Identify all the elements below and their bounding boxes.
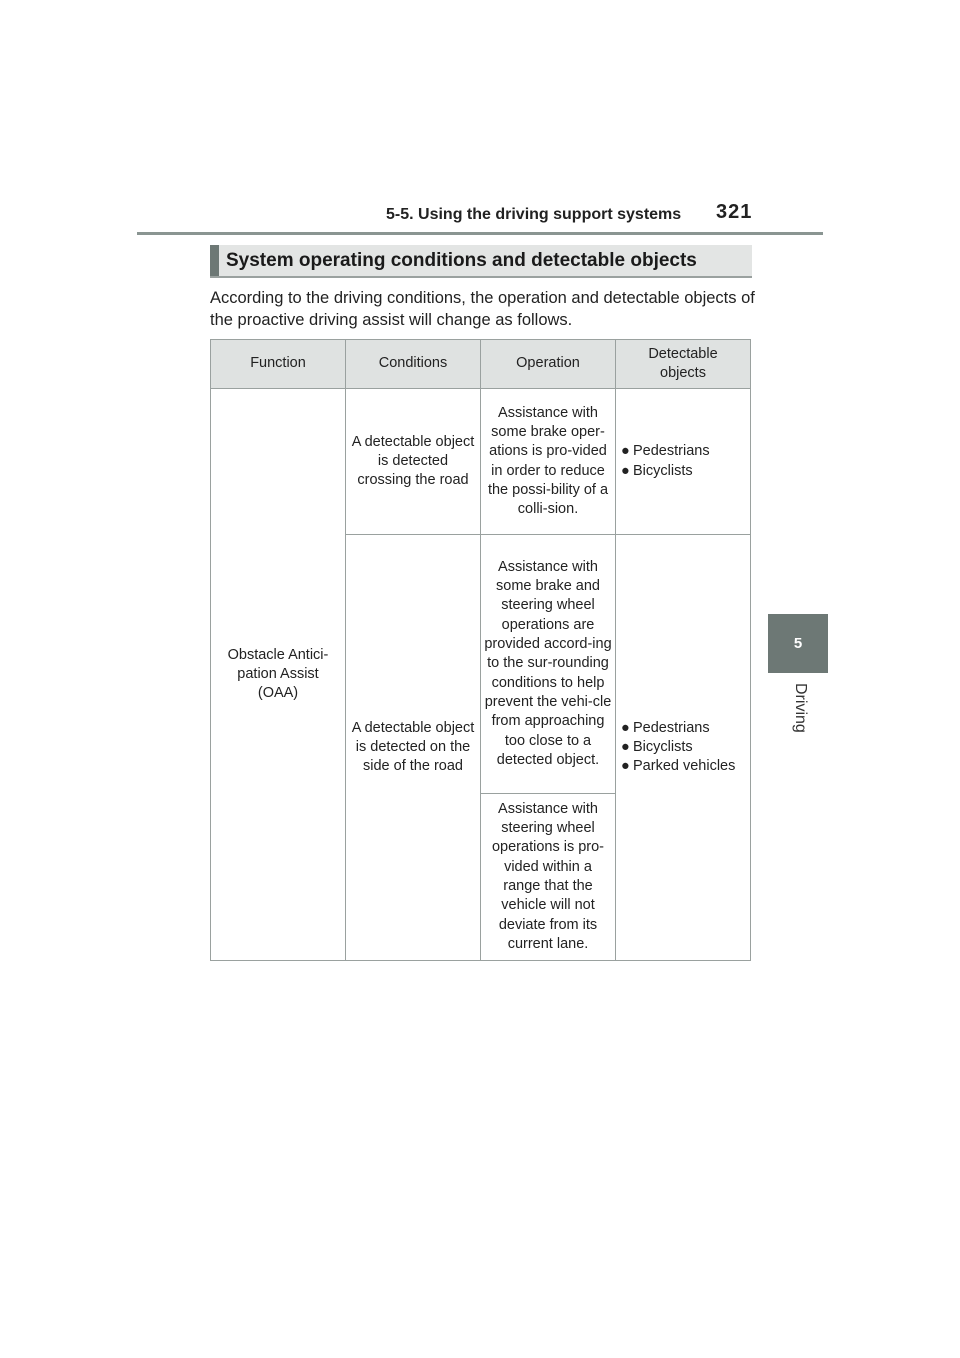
objects-cell <box>616 389 751 535</box>
table-header-row <box>211 340 751 389</box>
chapter-label: Driving <box>792 683 809 733</box>
section-heading-bar <box>210 245 752 278</box>
object-label: Pedestrians <box>633 443 710 460</box>
list-item <box>621 757 747 776</box>
header-detectable-objects <box>616 340 751 389</box>
object-label: Bicyclists <box>633 462 693 479</box>
operation-text: Assistance with some brake oper-ations is pro-vided in order to reduce the possi-bility of a colli-sion. <box>487 404 609 518</box>
list-item <box>621 462 747 481</box>
section-title: 5-5. Using the driving support systems <box>386 206 682 223</box>
bullet-icon: ● <box>621 443 630 460</box>
bullet-icon: ● <box>621 738 630 755</box>
operation-text: Assistance with some brake and steering wheel operations are provided accord-ing to the sur-rounding conditions to help prevent the vehi-cle from approaching too close to a detected object. <box>484 558 612 768</box>
header-conditions: Conditions <box>346 340 481 389</box>
list-item <box>621 738 747 757</box>
function-text: Obstacle Antici-pation Assist (OAA) <box>227 646 329 702</box>
header-operation: Operation <box>481 340 616 389</box>
object-label: Pedestrians <box>633 719 710 736</box>
conditions-table <box>210 339 751 961</box>
operation-cell <box>481 794 616 961</box>
function-cell <box>211 389 346 961</box>
section-heading: System operating conditions and detectable objects <box>226 250 697 271</box>
condition-text: A detectable object is detected crossing the road <box>351 433 475 489</box>
header-divider <box>137 232 823 235</box>
operation-cell <box>481 389 616 535</box>
condition-cell <box>346 389 481 535</box>
header-function: Function <box>211 340 346 389</box>
intro-paragraph: According to the driving conditions, the operation and detectable objects of the proactive driving assist will change as follows. <box>210 289 755 329</box>
bullet-icon: ● <box>621 719 630 736</box>
bullet-icon: ● <box>621 758 630 775</box>
operation-cell <box>481 535 616 794</box>
page-number: 321 <box>716 201 753 223</box>
header-detectable-objects-text: Detectable objects <box>648 345 718 381</box>
object-label: Parked vehicles <box>633 758 736 775</box>
objects-cell <box>616 535 751 961</box>
table-row <box>211 389 751 535</box>
condition-cell <box>346 535 481 961</box>
condition-text: A detectable object is detected on the side of the road <box>351 719 475 775</box>
object-label: Bicyclists <box>633 738 693 755</box>
objects-list <box>619 442 747 481</box>
list-item <box>621 442 747 461</box>
chapter-number: 5 <box>793 635 803 652</box>
chapter-tab <box>768 614 828 673</box>
list-item <box>621 719 747 738</box>
operation-text: Assistance with steering wheel operations is pro-vided within a range that the vehicle will not deviate from its current lane. <box>491 800 605 952</box>
heading-accent <box>210 245 219 276</box>
objects-list <box>619 719 747 777</box>
bullet-icon: ● <box>621 462 630 479</box>
